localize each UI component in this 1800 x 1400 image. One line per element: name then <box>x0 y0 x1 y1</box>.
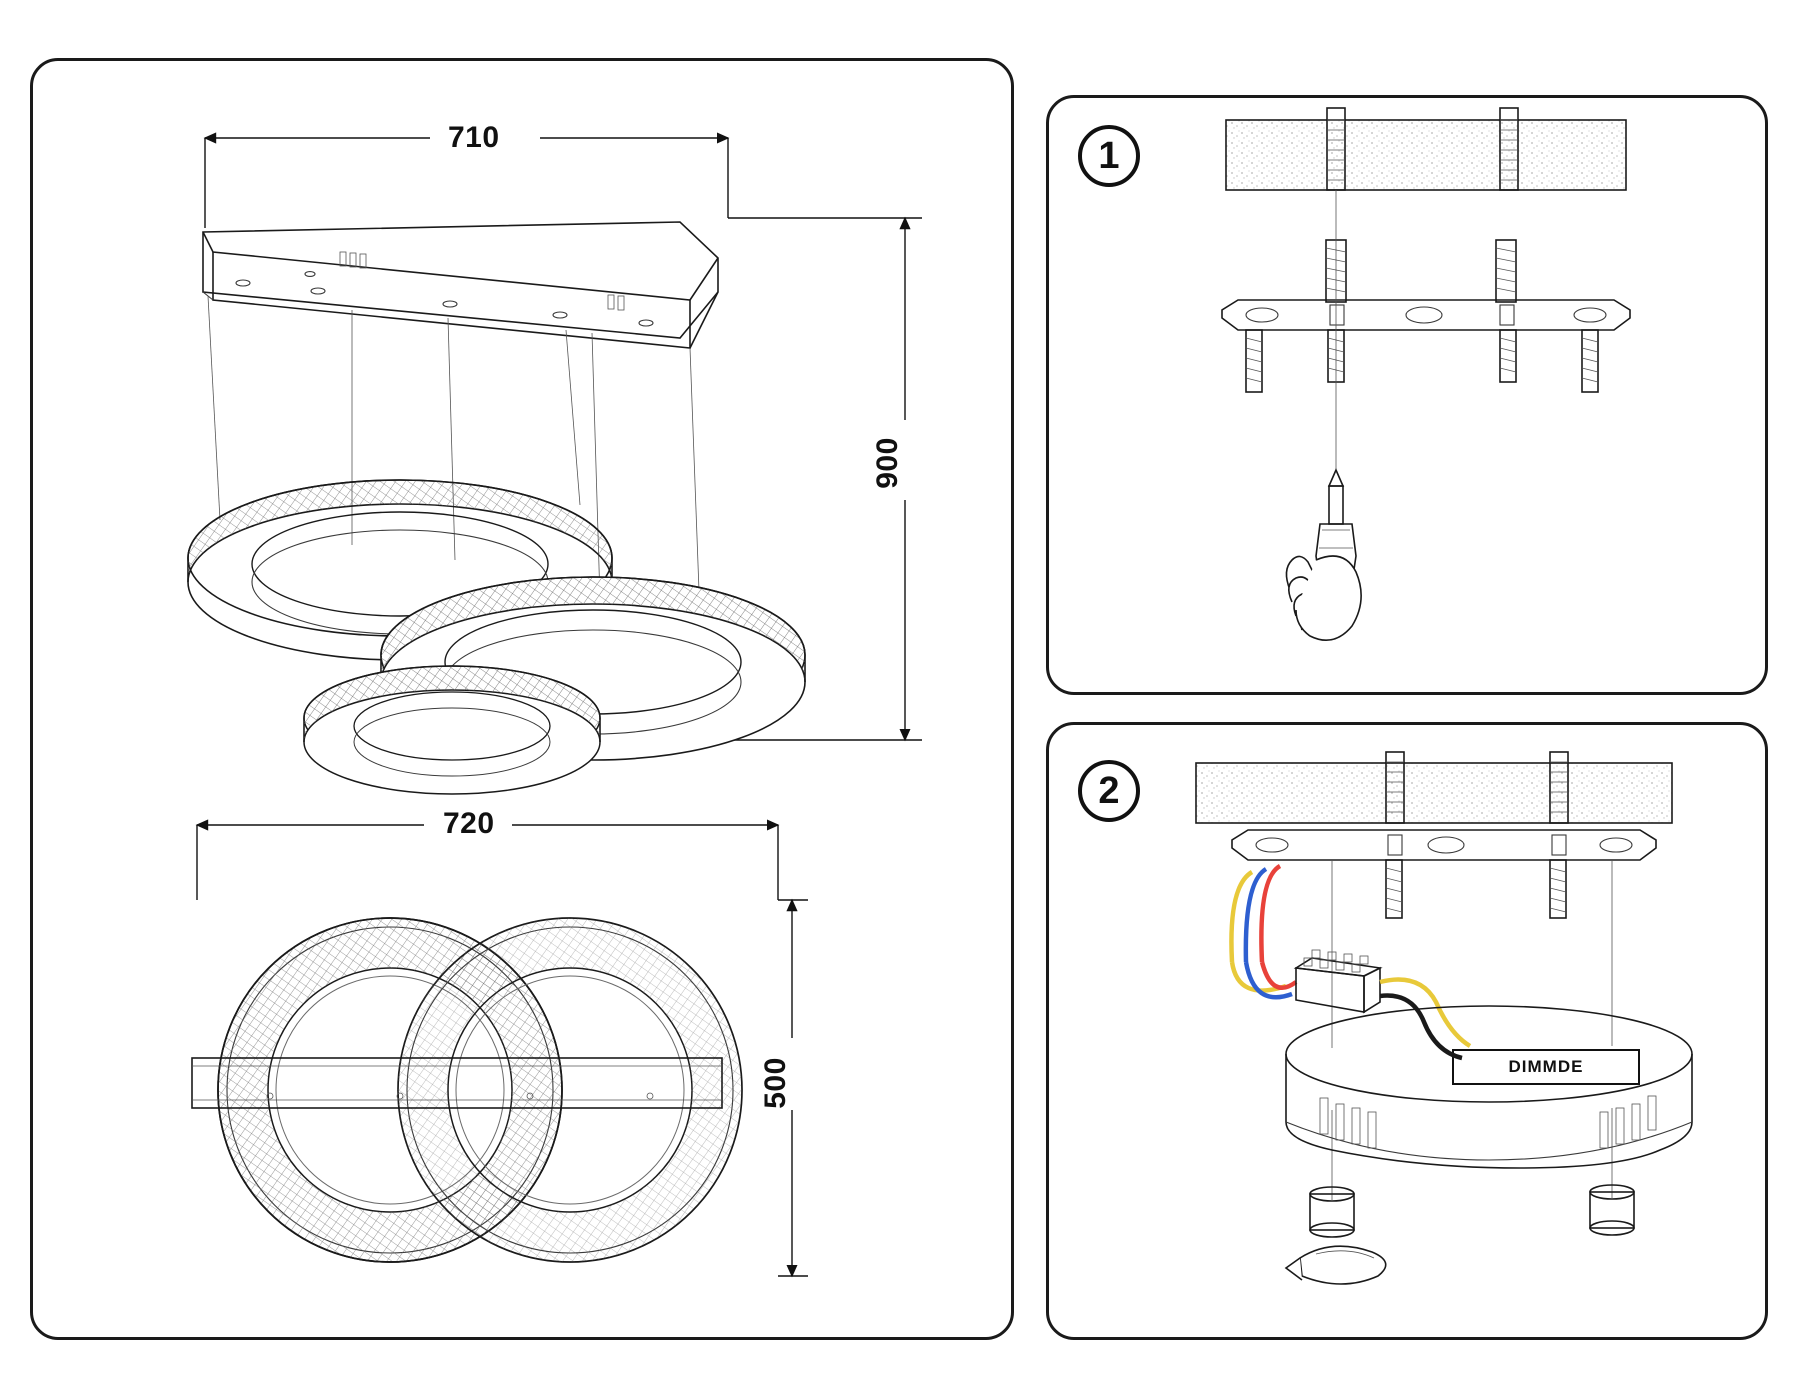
plan-ceiling-bar <box>192 1058 722 1108</box>
step-number-badge-2: 2 <box>1078 760 1140 822</box>
terminal-block <box>1296 950 1380 1012</box>
ceiling-slab <box>1226 120 1626 190</box>
step-1-illustration <box>1222 108 1630 640</box>
wire-live-supply <box>1261 866 1280 962</box>
dimension-label-width-plan: 720 <box>443 807 495 840</box>
view-side-elevation <box>188 138 922 794</box>
knurled-nut-right <box>1590 1185 1634 1235</box>
led-ring-front <box>304 577 805 794</box>
mounting-screws <box>1246 330 1598 392</box>
mounting-bar <box>1222 300 1630 330</box>
step-2-illustration <box>1196 752 1692 1284</box>
wire-earth-to-dimmer <box>1380 980 1470 1047</box>
canopy-housing <box>1286 1006 1692 1168</box>
dimension-label-width-top: 710 <box>448 121 500 154</box>
view-top-plan <box>192 825 808 1276</box>
mounting-screws-step2 <box>1386 860 1566 918</box>
dimension-label-depth-plan: 500 <box>758 1057 792 1109</box>
ceiling-slab-step2 <box>1196 763 1672 823</box>
dimension-500 <box>778 900 808 1276</box>
ceiling-mount-bar-iso <box>203 222 718 348</box>
mounting-bar-step2 <box>1232 830 1656 860</box>
dimmer-module-label: DIMMDE <box>1452 1049 1640 1085</box>
step-number-badge-1: 1 <box>1078 125 1140 187</box>
suspension-cables <box>208 296 700 618</box>
dimension-720 <box>197 825 778 900</box>
knurled-nut-left <box>1310 1187 1354 1237</box>
dimension-label-height: 900 <box>870 437 904 489</box>
expansion-plugs <box>1326 240 1516 302</box>
rotate-arrow <box>1286 1246 1386 1284</box>
wire-live-to-block <box>1262 962 1296 988</box>
dimension-710 <box>205 138 728 228</box>
hand <box>1286 556 1361 640</box>
